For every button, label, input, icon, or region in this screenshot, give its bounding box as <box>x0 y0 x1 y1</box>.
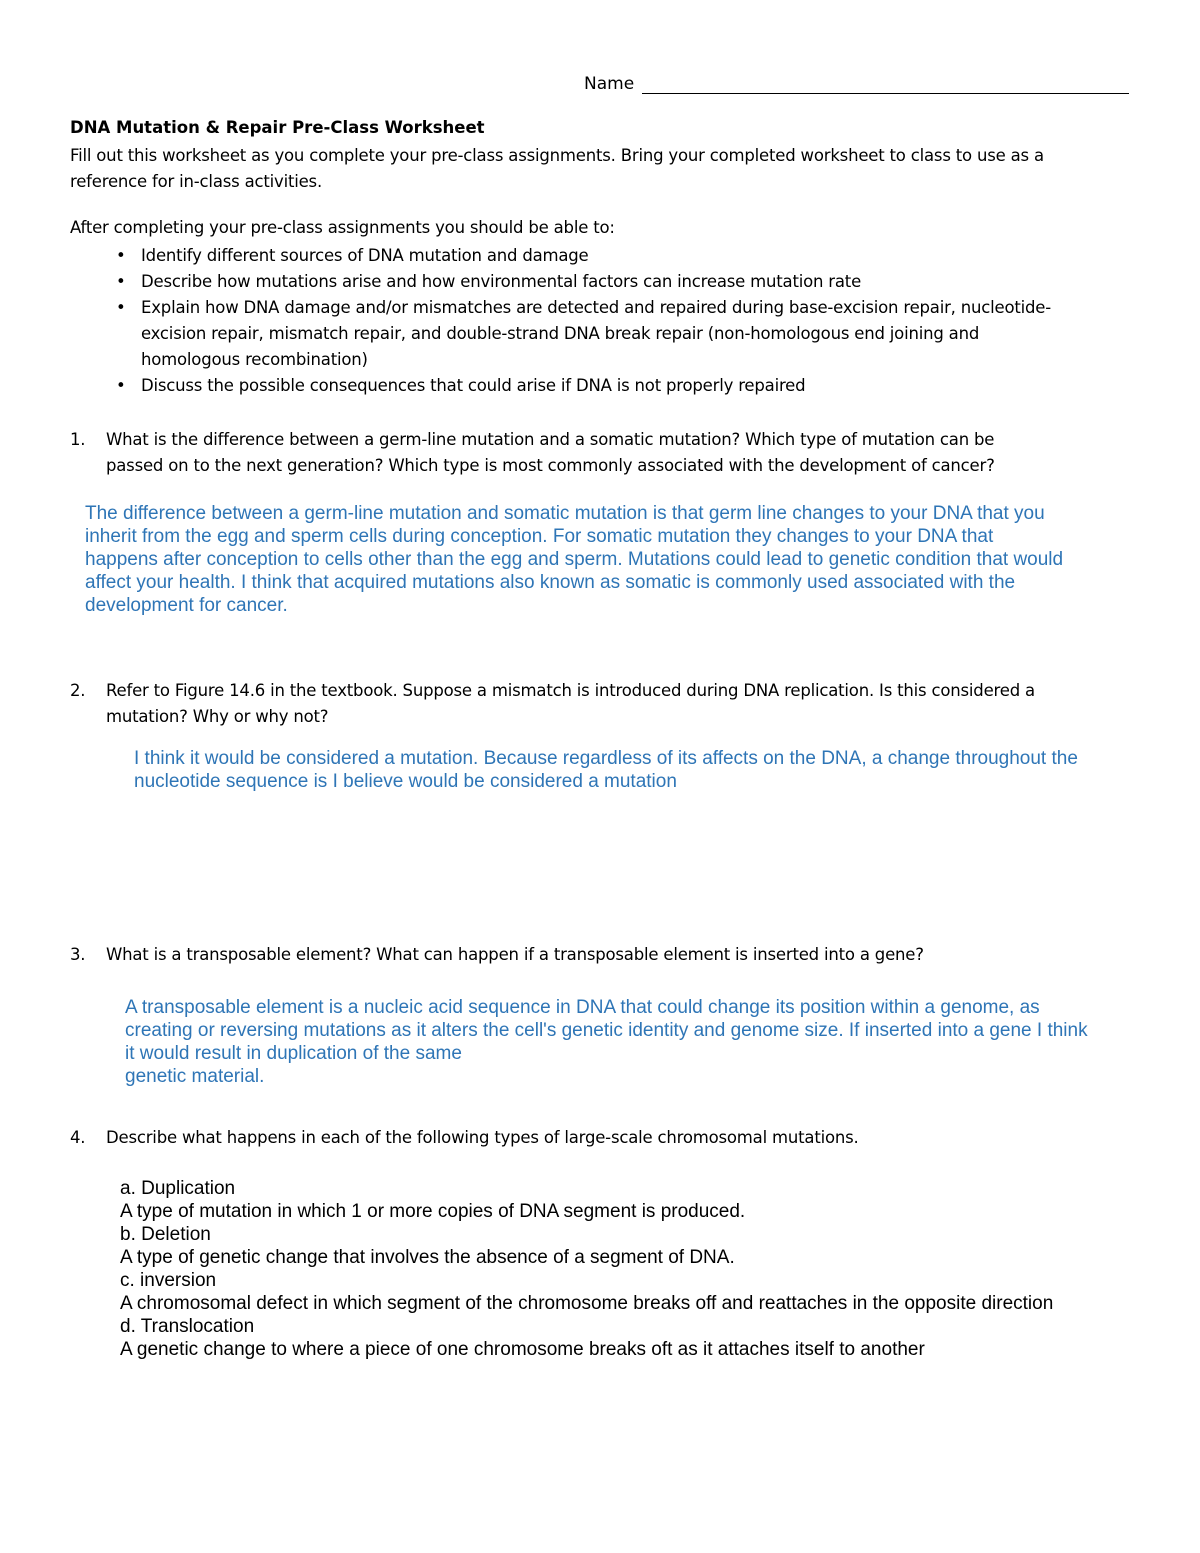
answer-line: The difference between a germ-line mutation and somatic mutation is that germ line changes to your DNA that you <box>85 503 1045 524</box>
question-line: What is the difference between a germ-line mutation and a somatic mutation? Which type of mutation can be <box>106 430 995 449</box>
objectives-lead: After completing your pre-class assignments you should be able to: <box>70 218 615 237</box>
answer-line: genetic material. <box>125 1066 265 1087</box>
question-line: Describe what happens in each of the following types of large-scale chromosomal mutations. <box>106 1128 859 1147</box>
answer-line: happens after conception to cells other than the egg and sperm. Mutations could lead to genetic condition that would <box>85 549 1064 570</box>
answer-4 <box>120 1177 1053 1361</box>
question-2 <box>70 678 1035 730</box>
question-line: mutation? Why or why not? <box>106 707 329 726</box>
question-line: Refer to Figure 14.6 in the textbook. Suppose a mismatch is introduced during DNA replication. Is this considered a <box>106 681 1035 700</box>
question-1 <box>70 427 995 479</box>
question-number: 4. <box>70 1128 86 1147</box>
objectives-list <box>116 243 1051 399</box>
objective-line: excision repair, mismatch repair, and double-strand DNA break repair (non-homologous end joining and <box>141 324 980 343</box>
objective-item <box>116 295 1051 373</box>
worksheet-title: DNA Mutation & Repair Pre-Class Worksheet <box>70 118 485 137</box>
question-number: 3. <box>70 945 86 964</box>
objective-line: homologous recombination) <box>141 350 368 369</box>
intro-line: reference for in-class activities. <box>70 172 322 191</box>
answer-3 <box>125 996 1088 1088</box>
question-number: 2. <box>70 681 86 700</box>
objective-line: Explain how DNA damage and/or mismatches are detected and repaired during base-excision repair, nucleotide- <box>141 298 1052 317</box>
bullet-icon: • <box>116 376 126 395</box>
answer-line: A chromosomal defect in which segment of the chromosome breaks off and reattaches in the opposite direction <box>120 1293 1054 1314</box>
objective-line: Identify different sources of DNA mutation and damage <box>141 246 589 265</box>
question-line: passed on to the next generation? Which type is most commonly associated with the development of cancer? <box>106 456 995 475</box>
intro-line: Fill out this worksheet as you complete your pre-class assignments. Bring your completed worksheet to class to use as a <box>70 146 1044 165</box>
objective-item <box>116 373 1051 399</box>
answer-subheading: b. Deletion <box>120 1224 211 1245</box>
answer-line: development for cancer. <box>85 595 288 616</box>
answer-subheading: c. inversion <box>120 1270 217 1291</box>
objective-item <box>116 269 1051 295</box>
name-field-line[interactable] <box>642 93 1129 94</box>
objective-line: Describe how mutations arise and how environmental factors can increase mutation rate <box>141 272 862 291</box>
answer-line: affect your health. I think that acquired mutations also known as somatic is commonly used associated with the <box>85 572 1016 593</box>
question-3 <box>70 942 924 968</box>
answer-line: A transposable element is a nucleic acid sequence in DNA that could change its position within a genome, as <box>125 997 1040 1018</box>
answer-line: A type of genetic change that involves the absence of a segment of DNA. <box>120 1247 735 1268</box>
question-4 <box>70 1125 859 1151</box>
bullet-icon: • <box>116 298 126 317</box>
answer-line: inherit from the egg and sperm cells during conception. For somatic mutation they changes to your DNA that <box>85 526 994 547</box>
answer-subheading: a. Duplication <box>120 1178 236 1199</box>
answer-line: A genetic change to where a piece of one chromosome breaks oft as it attaches itself to another <box>120 1339 925 1360</box>
answer-2 <box>134 747 1078 793</box>
answer-line: it would result in duplication of the same <box>125 1043 462 1064</box>
question-number: 1. <box>70 430 86 449</box>
answer-1 <box>85 502 1063 617</box>
name-label: Name <box>584 74 635 94</box>
bullet-icon: • <box>116 272 126 291</box>
answer-subheading: d. Translocation <box>120 1316 255 1337</box>
answer-line: creating or reversing mutations as it alters the cell's genetic identity and genome size. If inserted into a gene I think <box>125 1020 1088 1041</box>
answer-line: nucleotide sequence is I believe would be considered a mutation <box>134 771 677 792</box>
answer-line: A type of mutation in which 1 or more copies of DNA segment is produced. <box>120 1201 746 1222</box>
intro-text <box>70 143 1044 195</box>
objective-item <box>116 243 1051 269</box>
bullet-icon: • <box>116 246 126 265</box>
answer-line: I think it would be considered a mutation. Because regardless of its affects on the DNA, a change throughout the <box>134 748 1078 769</box>
objective-line: Discuss the possible consequences that could arise if DNA is not properly repaired <box>141 376 806 395</box>
question-line: What is a transposable element? What can happen if a transposable element is inserted into a gene? <box>106 945 924 964</box>
